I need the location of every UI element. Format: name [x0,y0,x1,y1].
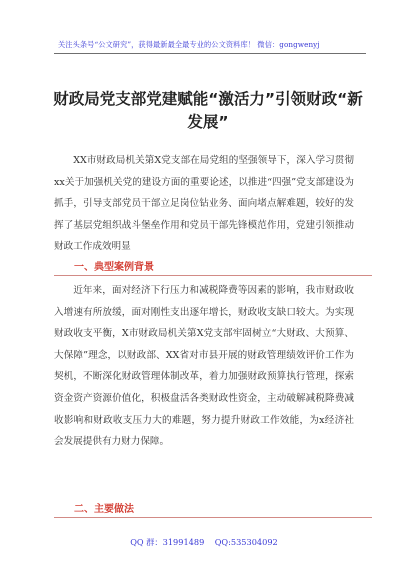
section-divider [54,275,372,276]
section-divider [54,517,372,518]
section-heading-background: 一、典型案例背景 [74,262,154,273]
footer-contact: QQ 群：31991489 QQ:535304092 [130,537,278,547]
header-note: 关注头条号“公文研究”，获得最新最全最专业的公文资料库！ 微信：gongwenyj [58,40,320,49]
document-title: 财政局党支部党建赋能“激活力”引领财政“新发展” [53,90,363,131]
background-paragraph: 近年来，面对经济下行压力和减税降费等因素的影响，我市财政收入增速有所放缓，面对刚性支出逐年增长，财政收支缺口较大。为实现财政收支平衡，X市财政局机关第X党支部牢固树立“大财政、大预算、大保障”理念，以财政部、XX省对市县开展的财政管理绩效评价工作为契机，不断深化财政管理体制改革，着力加强财政预算执行管理，探索资金资产资源价值化，积极盘活各类财政性资金，主动破解减税降费减收影响和财政收支压力大的难题，努力提升财政工作效能，为x经济社会发展提供有力财力保障。 [54,285,354,448]
header-divider [54,53,366,54]
section-heading-main-practices: 二、主要做法 [74,504,134,515]
intro-paragraph: XX市财政局机关第X党支部在局党组的坚强领导下，深入学习贯彻xx关于加强机关党的建设方面的重要论述，以推进“四强”党支部建设为抓手，引导支部党员干部立足岗位钻业务、面向堵点解难题，较好的发挥了基层党组织战斗堡垒作用和党员干部先锋模范作用，党建引领推动财政工作成效明显 [54,155,354,253]
